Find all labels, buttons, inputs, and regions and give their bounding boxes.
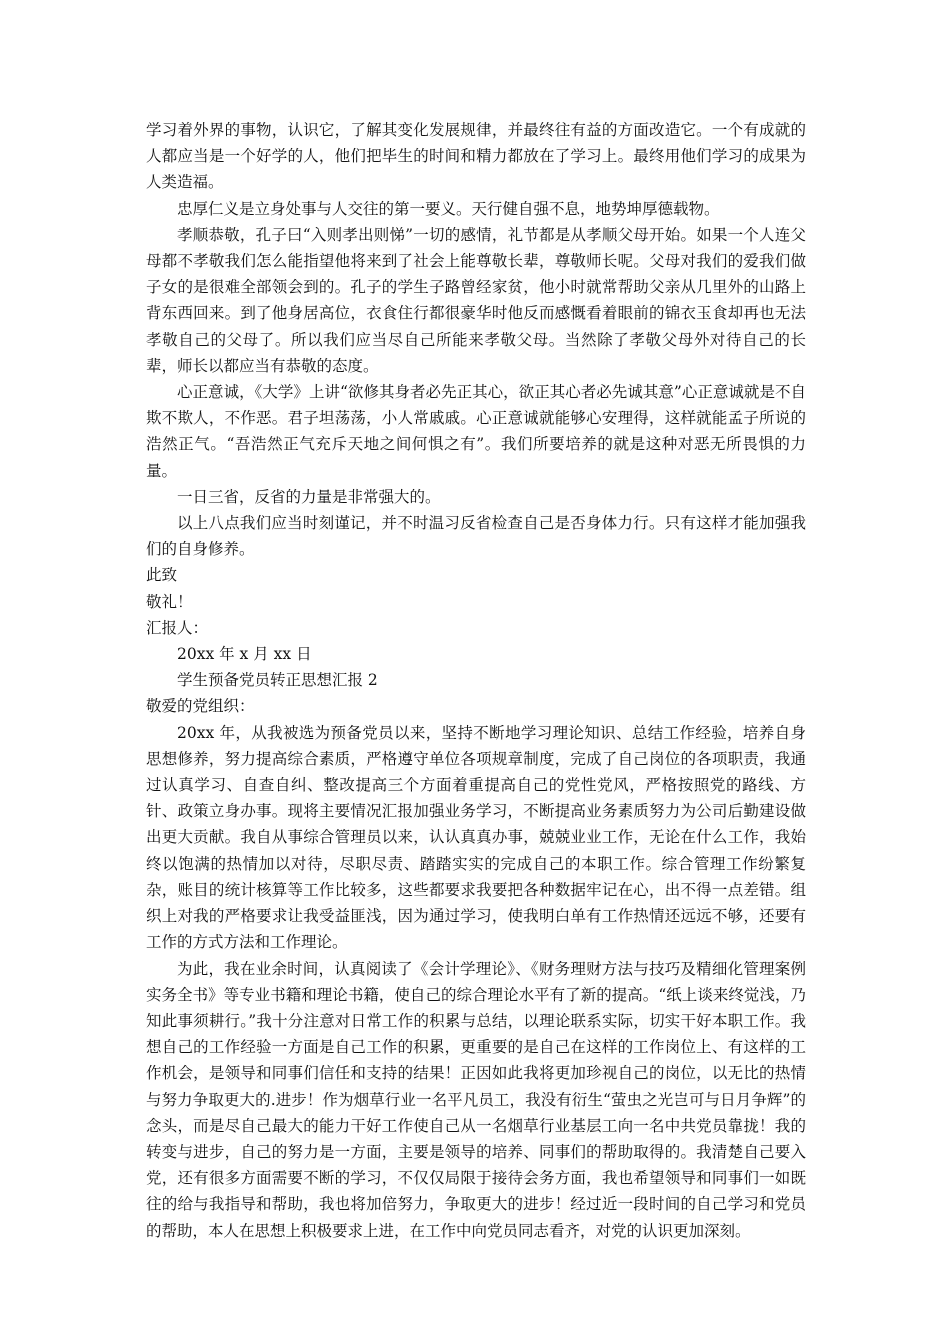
second-report-title: 学生预备党员转正思想汇报 2: [177, 671, 378, 690]
paragraph-sincerity: 心正意诚，《大学》上讲“欲修其身者必先正其心，欲正其心者必先诚其意”心正意诚就是不自欺不欺人，不作恶。君子坦荡荡，小人常戚戚。心正意诚就能够心安理得，这样就能孟子所说的浩然正气。“吾浩然正气充斥天地之间何惧之有”。我们所要培养的就是这种对恶无所畏惧的力量。: [146, 383, 806, 480]
reporter-label: 汇报人：: [146, 618, 209, 637]
report-greeting: 敬爱的党组织：: [146, 697, 255, 716]
paragraph-loyalty: 忠厚仁义是立身处事与人交往的第一要义。天行健自强不息，地势坤厚德载物。: [177, 199, 720, 218]
paragraph-filial-piety: 孝顺恭敬，孔子曰“入则孝出则悌”一切的感情，礼节都是从孝顺父母开始。如果一个人连父母都不孝敬我们怎么能指望他将来到了社会上能尊敬长辈，尊敬师长呢。父母对我们的爱我们做子女的是很难全部领会到的。孔子的学生子路曾经家贫，他小时就常帮助父亲从几里外的山路上背东西回来。到了他身居高位，衣食住行都很豪华时他反而感慨看着眼前的锦衣玉食却再也无法孝敬自己的父母了。所以我们应当尽自己所能来孝敬父母。当然除了孝敬父母外对待自己的长辈，师长以都应当有恭敬的态度。: [146, 225, 806, 375]
document-body: [146, 117, 806, 1244]
paragraph-self-reflection: 一日三省，反省的力量是非常强大的。: [177, 487, 441, 506]
report-date: 20xx 年 x 月 xx 日: [177, 645, 312, 664]
paragraph-work-summary: 20xx 年，从我被选为预备党员以来，坚持不断地学习理论知识、总结工作经验，培养自身思想修养，努力提高综合素质，严格遵守单位各项规章制度，完成了自己岗位的各项职责，我通过认真学习、自查自纠、整改提高三个方面着重提高自己的党性党风，严格按照党的路线、方针、政策立身办事。现将主要情况汇报加强业务学习，不断提高业务素质努力为公司后勤建设做出更大贡献。我自从事综合管理员以来，认认真真办事，兢兢业业工作，无论在什么工作，我始终以饱满的热情加以对待，尽职尽责、踏踏实实的完成自己的本职工作。综合管理工作纷繁复杂，账目的统计核算等工作比较多，这些都要求我要把各种数据牢记在心，出不得一点差错。组织上对我的严格要求让我受益匪浅，因为通过学习，使我明白单有工作热情还远远不够，还要有工作的方式方法和工作理论。: [146, 723, 806, 952]
paragraph-study-continued: 学习着外界的事物，认识它，了解其变化发展规律，并最终往有益的方面改造它。一个有成就的人都应当是一个好学的人，他们把毕生的时间和精力都放在了学习上。最终用他们学习的成果为人类造福。: [146, 121, 806, 192]
closing-salutation: 此致: [146, 566, 178, 585]
closing-respect: 敬礼！: [146, 592, 193, 611]
paragraph-conclusion: 以上八点我们应当时刻谨记，并不时温习反省检查自己是否身体力行。只有这样才能加强我们的自身修养。: [146, 514, 806, 559]
paragraph-study-progress: 为此，我在业余时间，认真阅读了《会计学理论》、《财务理财方法与技巧及精细化管理案例实务全书》等专业书籍和理论书籍，使自己的综合理论水平有了新的提高。“纸上谈来终觉浅，乃知此事须耕行。”我十分注意对日常工作的积累与总结，以理论联系实际，切实干好本职工作。我想自己的工作经验一方面是自己工作的积累，更重要的是自己在这样的工作岗位上、有这样的工作机会，是领导和同事们信任和支持的结果！正因如此我将更加珍视自己的岗位，以无比的热情与努力争取更大的.进步！作为烟草行业一名平凡员工，我没有衍生“萤虫之光岂可与日月争辉”的念头，而是尽自己最大的能力干好工作使自己从一名烟草行业基层工向一名中共党员靠拢！我的转变与进步，自己的努力是一方面，主要是领导的培养、同事们的帮助取得的。我清楚自己要入党，还有很多方面需要不断的学习，不仅仅局限于接待会务方面，我也希望领导和同事们一如既往的给与我指导和帮助，我也将加倍努力，争取更大的进步！经过近一段时间的自己学习和党员的帮助，本人在思想上积极要求上进，在工作中向党员同志看齐，对党的认识更加深刻。: [146, 959, 806, 1240]
